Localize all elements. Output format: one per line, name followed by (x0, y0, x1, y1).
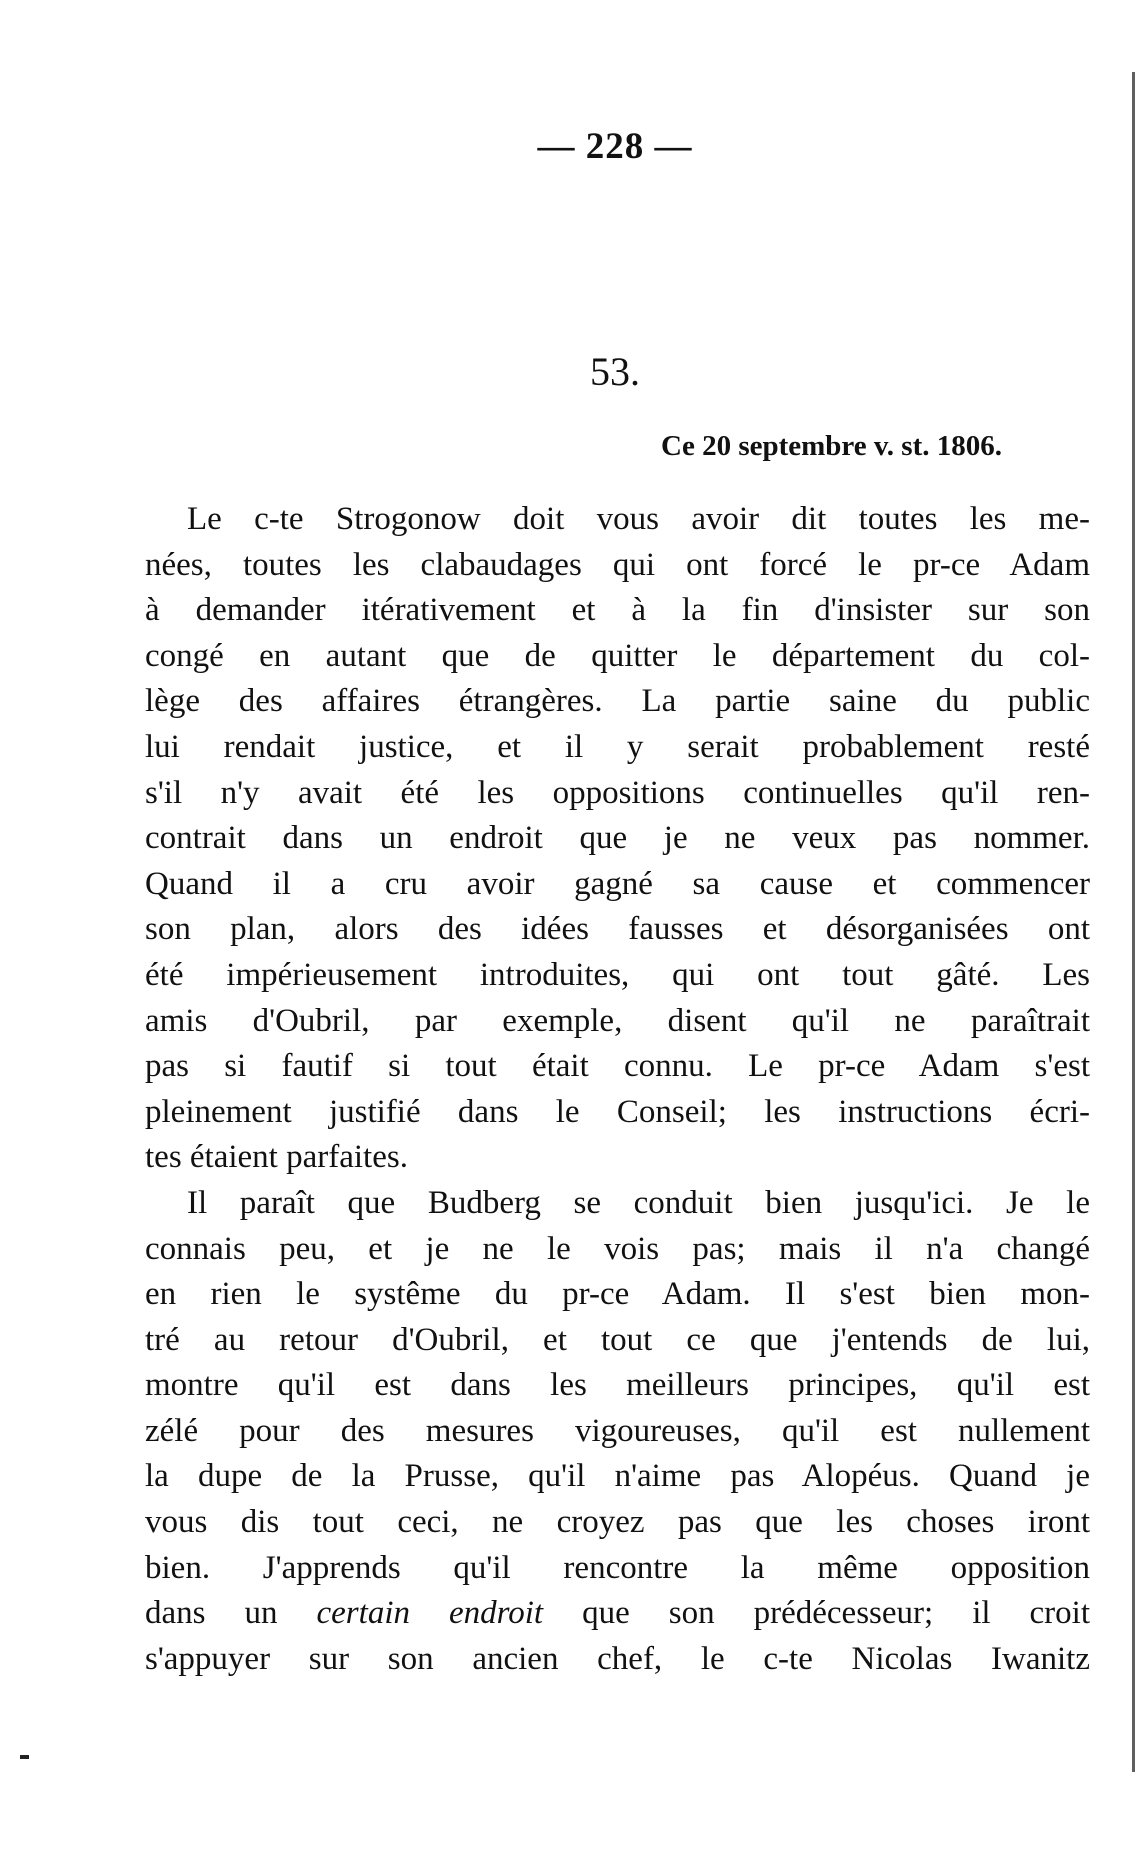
text-fragment: dans un (145, 1595, 317, 1632)
text-line: en rien le systême du pr-ce Adam. Il s'est bien mon- (145, 1276, 1090, 1313)
text-line: s'appuyer sur son ancien chef, le c-te Nicolas Iwanitz (145, 1640, 1090, 1677)
text-line: lège des affaires étrangères. La partie saine du public (145, 683, 1090, 720)
text-line: Le c-te Strogonow doit vous avoir dit toutes les me- (187, 501, 1090, 537)
text-line: congé en autant que de quitter le département du col- (145, 637, 1090, 674)
text-line: pas si fautif si tout était connu. Le pr-ce Adam s'est (145, 1048, 1090, 1085)
text-line: la dupe de la Prusse, qu'il n'aime pas Alopéus. Quand je (145, 1458, 1090, 1495)
letter-number: 53. (590, 349, 640, 394)
dateline: Ce 20 septembre v. st. 1806. (661, 430, 1002, 462)
paragraph-2 (145, 1181, 1090, 1683)
text-line: été impérieusement introduites, qui ont tout gâté. Les (145, 956, 1090, 993)
letter-body (145, 497, 1090, 1682)
page-number: — 228 — (537, 126, 693, 167)
text-line: son plan, alors des idées fausses et désorganisées ont (145, 911, 1090, 948)
page-edge-rule (1132, 72, 1135, 1772)
text-line: à demander itérativement et à la fin d'insister sur son (145, 592, 1090, 629)
text-line: tes étaient parfaites. (145, 1139, 408, 1176)
text-line: lui rendait justice, et il y serait probablement resté (145, 728, 1090, 765)
text-line: Quand il a cru avoir gagné sa cause et commencer (145, 865, 1090, 902)
text-line: montre qu'il est dans les meilleurs principes, qu'il est (145, 1367, 1090, 1404)
margin-mark (20, 1755, 29, 1759)
text-fragment: que son prédécesseur; il croit (543, 1595, 1091, 1632)
text-line: vous dis tout ceci, ne croyez pas que les choses iront (145, 1504, 1090, 1541)
text-line: amis d'Oubril, par exemple, disent qu'il ne paraîtrait (145, 1002, 1090, 1039)
text-line: contrait dans un endroit que je ne veux pas nommer. (145, 820, 1090, 857)
text-line: nées, toutes les clabaudages qui ont forcé le pr-ce Adam (145, 546, 1090, 583)
text-line-with-italic (145, 1591, 1090, 1637)
paragraph-1 (145, 497, 1090, 1181)
text-line: bien. J'apprends qu'il rencontre la même opposition (145, 1549, 1090, 1586)
text-line: tré au retour d'Oubril, et tout ce que j'entends de lui, (145, 1321, 1090, 1358)
text-line: pleinement justifié dans le Conseil; les instructions écri- (145, 1093, 1090, 1130)
text-line: connais peu, et je ne le vois pas; mais il n'a changé (145, 1230, 1090, 1267)
text-line: Il paraît que Budberg se conduit bien jusqu'ici. Je le (187, 1184, 1090, 1221)
text-line: s'il n'y avait été les oppositions continuelles qu'il ren- (145, 774, 1090, 811)
italic-phrase: certain endroit (316, 1595, 544, 1632)
text-line: zélé pour des mesures vigoureuses, qu'il est nullement (145, 1412, 1090, 1449)
